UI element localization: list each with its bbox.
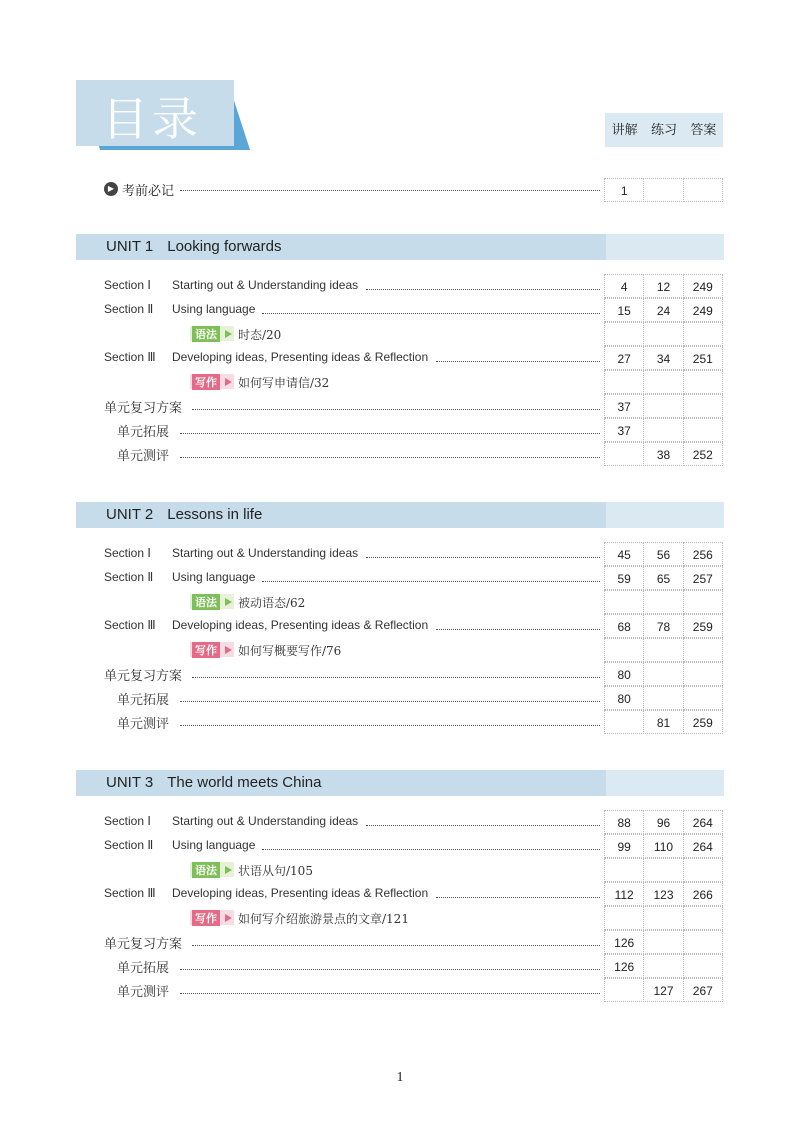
page-answers: 259 [683, 614, 723, 638]
review-entry[interactable] [104, 662, 724, 686]
leader-dots [192, 945, 600, 946]
topic-text: 时态/20 [238, 328, 282, 342]
page-cells [605, 906, 723, 930]
arrow-icon [225, 646, 232, 654]
page-answers: 266 [683, 882, 723, 906]
topic-text: 被动语态/62 [238, 596, 306, 610]
test-label: 单元测评 [117, 716, 170, 731]
review-label: 单元复习方案 [104, 668, 183, 683]
unit-block [76, 234, 724, 463]
page-cells [605, 566, 723, 590]
unit-name: The world meets China [167, 774, 322, 791]
page-cells [605, 978, 723, 1002]
page-cells [605, 662, 723, 686]
leader-dots [180, 993, 600, 994]
section-title: Developing ideas, Presenting ideas & Reflection [172, 886, 429, 900]
leader-dots [192, 409, 600, 410]
topic-entry[interactable] [104, 370, 724, 394]
page-answers: 256 [683, 542, 723, 566]
leader-dots [262, 313, 600, 314]
section-title: Developing ideas, Presenting ideas & Reflection [172, 350, 429, 364]
page-practice: 78 [643, 614, 683, 638]
section-title: Using language [172, 570, 256, 584]
topic-tag: 写作 [190, 642, 234, 657]
page-answers: 249 [683, 298, 723, 322]
section-title: Starting out & Understanding ideas [172, 814, 359, 828]
prelim-label: 考前必记 [122, 183, 175, 198]
page-cells [605, 858, 723, 882]
page-cells [605, 542, 723, 566]
topic-entry[interactable] [104, 590, 724, 614]
page-explain: 15 [604, 298, 644, 322]
page-practice: 65 [643, 566, 683, 590]
page-answers: 251 [683, 346, 723, 370]
page-practice: 12 [643, 274, 683, 298]
page-practice: 123 [643, 882, 683, 906]
expand-label: 单元拓展 [117, 692, 170, 707]
section-label: Section Ⅱ [104, 302, 154, 316]
topic-text: 如何写概要写作/76 [238, 644, 342, 658]
page-answers [683, 418, 723, 442]
page-answers [683, 178, 723, 202]
page-practice: 110 [643, 834, 683, 858]
page-explain: 1 [604, 178, 644, 202]
page-answers: 259 [683, 710, 723, 734]
leader-dots [180, 433, 600, 434]
test-entry[interactable] [104, 442, 724, 466]
section-label: Section Ⅰ [104, 814, 151, 828]
arrow-icon [225, 378, 232, 386]
topic-tag: 语法 [190, 326, 234, 341]
page-cells [605, 322, 723, 346]
page-cells [605, 882, 723, 906]
section-label: Section Ⅱ [104, 570, 154, 584]
section-entry[interactable] [104, 810, 724, 834]
test-label: 单元测评 [117, 984, 170, 999]
section-label: Section Ⅰ [104, 546, 151, 560]
expand-entry[interactable] [104, 686, 724, 710]
page-answers [683, 394, 723, 418]
section-title: Starting out & Understanding ideas [172, 546, 359, 560]
page-practice [643, 418, 683, 442]
page-cells [605, 638, 723, 662]
section-title: Developing ideas, Presenting ideas & Reflection [172, 618, 429, 632]
column-headers [605, 113, 723, 147]
page-practice [643, 662, 683, 686]
page-cells [605, 370, 723, 394]
section-label: Section Ⅲ [104, 886, 156, 900]
page-cells [605, 394, 723, 418]
page-number: 1 [396, 1070, 404, 1085]
topic-entry[interactable] [104, 906, 724, 930]
page-practice [643, 954, 683, 978]
page-answers: 264 [683, 810, 723, 834]
test-entry[interactable] [104, 710, 724, 734]
leader-dots [180, 725, 600, 726]
unit-number: UNIT 2 [106, 506, 154, 523]
leader-dots [366, 557, 600, 558]
leader-dots [436, 897, 600, 898]
page-explain [604, 710, 644, 734]
leader-dots [366, 825, 600, 826]
page-explain: 99 [604, 834, 644, 858]
page-cells [605, 274, 723, 298]
page-practice [643, 394, 683, 418]
page-cells [605, 590, 723, 614]
page-cells [605, 710, 723, 734]
page-answers: 267 [683, 978, 723, 1002]
page-answers: 249 [683, 274, 723, 298]
section-title: Starting out & Understanding ideas [172, 278, 359, 292]
leader-dots [262, 849, 600, 850]
review-label: 单元复习方案 [104, 400, 183, 415]
unit-name: Looking forwards [167, 238, 282, 255]
section-entry[interactable] [104, 882, 724, 906]
test-label: 单元测评 [117, 448, 170, 463]
page-explain: 37 [604, 418, 644, 442]
expand-label: 单元拓展 [117, 960, 170, 975]
unit-header[interactable] [76, 234, 724, 260]
column-header-answers: 答案 [690, 122, 717, 137]
page-explain [604, 442, 644, 466]
page-practice: 81 [643, 710, 683, 734]
page-practice [643, 178, 683, 202]
page-explain: 80 [604, 686, 644, 710]
section-label: Section Ⅲ [104, 618, 156, 632]
page-answers [683, 930, 723, 954]
page-explain: 112 [604, 882, 644, 906]
page-practice: 34 [643, 346, 683, 370]
prelim-entry[interactable] [104, 179, 724, 201]
topic-text: 如何写介绍旅游景点的文章/121 [238, 912, 409, 926]
topic-tag: 语法 [190, 862, 234, 877]
page-explain: 126 [604, 930, 644, 954]
section-entry[interactable] [104, 274, 724, 298]
section-entry[interactable] [104, 346, 724, 370]
section-title: Using language [172, 302, 256, 316]
page-explain: 68 [604, 614, 644, 638]
page-explain: 27 [604, 346, 644, 370]
column-header-explain: 讲解 [611, 122, 638, 137]
page-cells [605, 954, 723, 978]
unit-block [76, 770, 724, 999]
section-label: Section Ⅱ [104, 838, 154, 852]
page-explain: 4 [604, 274, 644, 298]
section-label: Section Ⅰ [104, 278, 151, 292]
page-answers [683, 662, 723, 686]
page-cells [605, 834, 723, 858]
unit-header[interactable] [76, 502, 724, 528]
play-icon: ▶ [104, 182, 118, 196]
section-entry[interactable] [104, 298, 724, 322]
unit-name: Lessons in life [167, 506, 263, 523]
leader-dots [180, 457, 600, 458]
leader-dots [436, 629, 600, 630]
page-practice: 56 [643, 542, 683, 566]
page-cells [605, 810, 723, 834]
review-entry[interactable] [104, 394, 724, 418]
arrow-icon [225, 598, 232, 606]
page-explain: 59 [604, 566, 644, 590]
topic-tag: 写作 [190, 910, 234, 925]
arrow-icon [225, 866, 232, 874]
page-explain [604, 978, 644, 1002]
expand-label: 单元拓展 [117, 424, 170, 439]
page-title: 目录 [102, 92, 202, 146]
leader-dots [366, 289, 600, 290]
leader-dots [180, 969, 600, 970]
topic-entry[interactable] [104, 858, 724, 882]
test-entry[interactable] [104, 978, 724, 1002]
page-explain: 88 [604, 810, 644, 834]
topic-text: 状语从句/105 [238, 864, 313, 878]
page-cells [605, 686, 723, 710]
page-cells [605, 614, 723, 638]
leader-dots [262, 581, 600, 582]
leader-dots [180, 701, 600, 702]
review-entry[interactable] [104, 930, 724, 954]
page-practice [643, 686, 683, 710]
page-explain: 45 [604, 542, 644, 566]
page-cells [605, 930, 723, 954]
arrow-icon [225, 330, 232, 338]
page-practice: 38 [643, 442, 683, 466]
unit-block [76, 502, 724, 731]
section-title: Using language [172, 838, 256, 852]
topic-text: 如何写申请信/32 [238, 376, 330, 390]
page-cells [605, 442, 723, 466]
topic-tag: 语法 [190, 594, 234, 609]
section-entry[interactable] [104, 834, 724, 858]
page-cells [605, 298, 723, 322]
page-cells [605, 178, 723, 202]
page-explain: 126 [604, 954, 644, 978]
topic-entry[interactable] [104, 322, 724, 346]
expand-entry[interactable] [104, 418, 724, 442]
review-label: 单元复习方案 [104, 936, 183, 951]
page-answers: 257 [683, 566, 723, 590]
page-cells [605, 418, 723, 442]
leader-dots [436, 361, 600, 362]
leader-dots [192, 677, 600, 678]
topic-tag: 写作 [190, 374, 234, 389]
page-practice: 127 [643, 978, 683, 1002]
page-practice: 24 [643, 298, 683, 322]
page-practice: 96 [643, 810, 683, 834]
unit-number: UNIT 3 [106, 774, 154, 791]
unit-number: UNIT 1 [106, 238, 154, 255]
section-entry[interactable] [104, 614, 724, 638]
page-cells [605, 346, 723, 370]
page-answers: 264 [683, 834, 723, 858]
page-answers [683, 954, 723, 978]
section-entry[interactable] [104, 566, 724, 590]
unit-header[interactable] [76, 770, 724, 796]
page-answers [683, 686, 723, 710]
page-practice [643, 930, 683, 954]
column-header-practice: 练习 [650, 122, 677, 137]
page-explain: 80 [604, 662, 644, 686]
page-answers: 252 [683, 442, 723, 466]
topic-entry[interactable] [104, 638, 724, 662]
section-label: Section Ⅲ [104, 350, 156, 364]
page-explain: 37 [604, 394, 644, 418]
expand-entry[interactable] [104, 954, 724, 978]
section-entry[interactable] [104, 542, 724, 566]
arrow-icon [225, 914, 232, 922]
